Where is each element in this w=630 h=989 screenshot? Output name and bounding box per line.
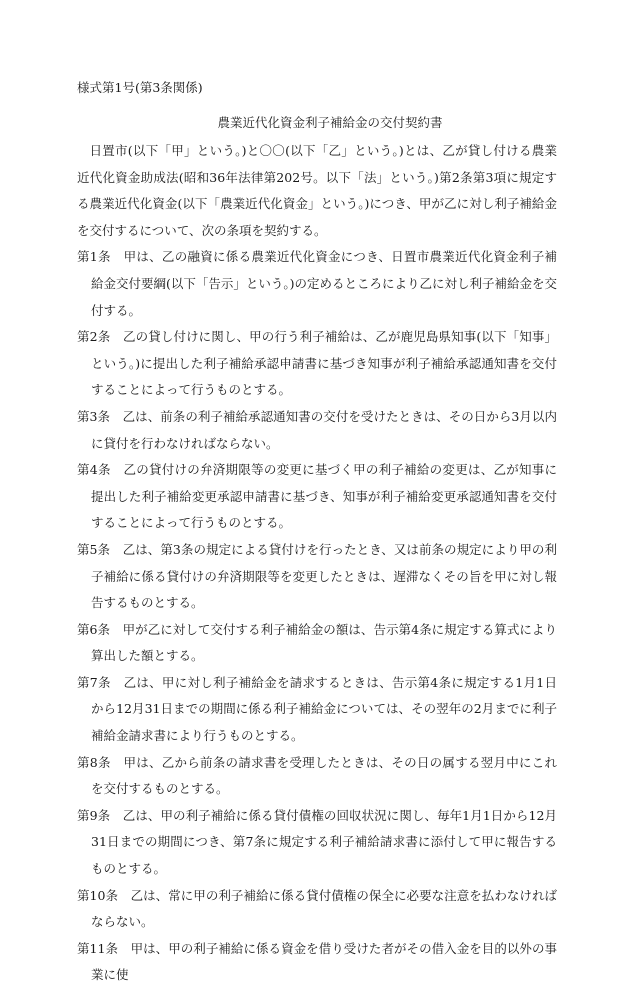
article-5 bbox=[77, 537, 557, 617]
article-11 bbox=[77, 936, 557, 989]
article-number: 第5条 bbox=[77, 541, 111, 557]
document-body bbox=[77, 138, 557, 989]
article-text: 乙は、甲に対し利子補給金を請求するときは、告示第4条に規定する1月1日から12月31日までの期間に係る利子補給金については、その翌年の2月までに利子補給金請求書により行うものとする。 bbox=[91, 674, 557, 744]
document-title: 農業近代化資金利子補給金の交付契約書 bbox=[217, 115, 443, 130]
article-text: 甲は、乙の融資に係る農業近代化資金につき、日置市農業近代化資金利子補給金交付要綱(以下「告示」という。)の定めるところにより乙に対し利子補給金を交付する。 bbox=[91, 249, 558, 318]
article-number: 第6条 bbox=[77, 621, 111, 637]
article-7 bbox=[77, 670, 557, 750]
intro-paragraph: 日置市(以下「甲」という。)と〇〇(以下「乙」という。)とは、乙が貸し付ける農業近代化資金助成法(昭和36年法律第202号。以下「法」という。)第2条第3項に規定する農業近代化資金(以下「農業近代化資金」という。)につき、甲が乙に対し利子補給金を交付するについて、次の条項を契約する。 bbox=[77, 143, 557, 238]
article-text: 乙は、常に甲の利子補給に係る貸付債権の保全に必要な注意を払わなければならない。 bbox=[91, 887, 557, 930]
article-number: 第8条 bbox=[77, 754, 111, 770]
form-label: 様式第1号(第3条関係) bbox=[77, 80, 203, 95]
article-3 bbox=[77, 404, 557, 457]
article-text: 甲は、甲の利子補給に係る資金を借り受けた者がその借入金を目的以外の事業に使 bbox=[91, 940, 557, 983]
article-text: 乙は、第3条の規定による貸付けを行ったとき、又は前条の規定により甲の利子補給に係る貸付けの弁済期限等を変更したときは、遅滞なくその旨を甲に対し報告するものとする。 bbox=[91, 541, 557, 611]
article-6 bbox=[77, 617, 557, 670]
article-number: 第1条 bbox=[77, 249, 111, 265]
article-text: 乙の貸付けの弁済期限等の変更に基づく甲の利子補給の変更は、乙が知事に提出した利子補給変更承認申請書に基づき、知事が利子補給変更承認通知書を交付することによって行うものとする。 bbox=[91, 462, 557, 531]
article-text: 乙は、甲の利子補給に係る貸付債権の回収状況に関し、毎年1月1日から12月31日までの期間につき、第7条に規定する利子補給請求書に添付して甲に報告するものとする。 bbox=[91, 807, 557, 877]
article-number: 第7条 bbox=[77, 674, 111, 690]
article-1 bbox=[77, 244, 557, 324]
article-9 bbox=[77, 803, 557, 883]
article-number: 第10条 bbox=[77, 887, 119, 903]
article-number: 第4条 bbox=[77, 462, 111, 478]
article-number: 第9条 bbox=[77, 807, 111, 823]
article-text: 甲が乙に対して交付する利子補給金の額は、告示第4条に規定する算式により算出した額とする。 bbox=[91, 621, 557, 664]
article-text: 乙は、前条の利子補給承認通知書の交付を受けたときは、その日から3月以内に貸付を行わなければならない。 bbox=[91, 408, 557, 451]
article-number: 第11条 bbox=[77, 940, 119, 956]
article-2 bbox=[77, 324, 557, 404]
article-text: 甲は、乙から前条の請求書を受理したときは、その日の属する翌月中にこれを交付するものとする。 bbox=[91, 754, 557, 797]
article-number: 第3条 bbox=[77, 408, 111, 424]
article-10 bbox=[77, 883, 557, 936]
article-text: 乙の貸し付けに関し、甲の行う利子補給は、乙が鹿児島県知事(以下「知事」という。)に提出した利子補給承認申請書に基づき知事が利子補給承認通知書を交付することによって行うものとする。 bbox=[91, 329, 557, 398]
article-number: 第2条 bbox=[77, 329, 111, 345]
article-4 bbox=[77, 457, 557, 537]
article-8 bbox=[77, 750, 557, 803]
